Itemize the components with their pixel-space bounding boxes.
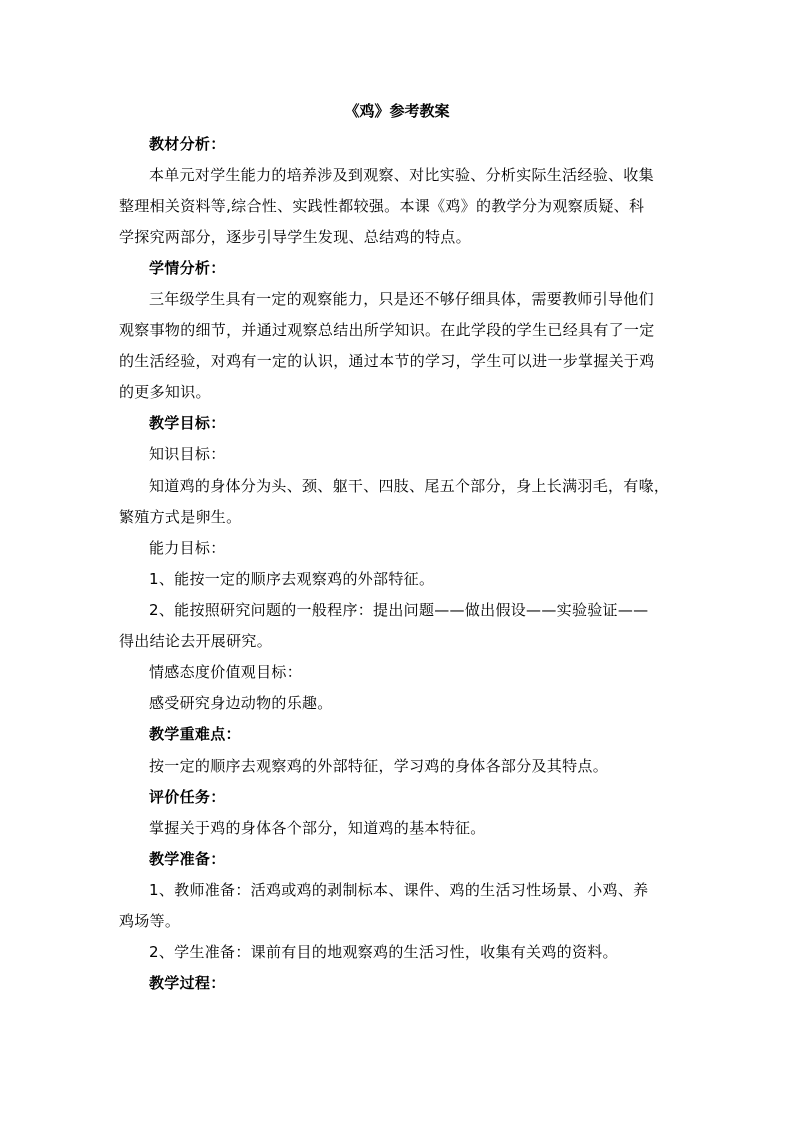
paragraph-line: 的更多知识。 — [119, 383, 211, 401]
subheading-ability-goals: 能力目标： — [149, 539, 226, 557]
paragraph-line: 整理相关资料等,综合性、实践性都较强。本课《鸡》的教学分为观察质疑、科 — [119, 197, 645, 215]
paragraph-line: 知道鸡的身体分为头、颈、躯干、四肢、尾五个部分，身上长满羽毛，有喙， — [149, 477, 670, 495]
section-heading-key-points: 教学重难点： — [149, 725, 241, 743]
section-heading-material-analysis: 教材分析： — [149, 135, 226, 153]
section-heading-student-analysis: 学情分析： — [149, 259, 226, 277]
paragraph-line: 按一定的顺序去观察鸡的外部特征，学习鸡的身体各部分及其特点。 — [149, 757, 609, 775]
list-item: 得出结论去开展研究。 — [119, 632, 273, 650]
section-heading-preparation: 教学准备： — [149, 850, 226, 868]
document-title: 《鸡》参考教案 — [344, 102, 450, 120]
paragraph-line: 本单元对学生能力的培养涉及到观察、对比实验、分析实际生活经验、收集 — [149, 166, 654, 184]
subheading-emotion-goals: 情感态度价值观目标： — [149, 663, 303, 681]
list-item: 2、能按照研究问题的一般程序：提出问题——做出假设——实验验证—— — [149, 601, 649, 619]
section-heading-process: 教学过程： — [149, 974, 226, 992]
list-item: 鸡场等。 — [119, 912, 181, 930]
section-heading-evaluation: 评价任务： — [149, 788, 226, 806]
subheading-knowledge-goals: 知识目标： — [149, 445, 226, 463]
list-item: 2、学生准备：课前有目的地观察鸡的生活习性，收集有关鸡的资料。 — [149, 943, 618, 961]
paragraph-line: 繁殖方式是卵生。 — [119, 508, 242, 526]
paragraph-line: 学探究两部分，逐步引导学生发现、总结鸡的特点。 — [119, 228, 471, 246]
paragraph-line: 的生活经验，对鸡有一定的认识，通过本节的学习，学生可以进一步掌握关于鸡 — [119, 352, 655, 370]
paragraph-line: 观察事物的细节，并通过观察总结出所学知识。在此学段的学生已经具有了一定 — [119, 321, 655, 339]
list-item: 1、教师准备：活鸡或鸡的剥制标本、课件、鸡的生活习性场景、小鸡、养 — [149, 881, 649, 899]
list-item: 1、能按一定的顺序去观察鸡的外部特征。 — [149, 570, 435, 588]
paragraph-line: 三年级学生具有一定的观察能力，只是还不够仔细具体，需要教师引导他们 — [149, 290, 654, 308]
paragraph-line: 感受研究身边动物的乐趣。 — [149, 694, 333, 712]
paragraph-line: 掌握关于鸡的身体各个部分，知道鸡的基本特征。 — [149, 819, 486, 837]
section-heading-teaching-goals: 教学目标： — [149, 414, 226, 432]
